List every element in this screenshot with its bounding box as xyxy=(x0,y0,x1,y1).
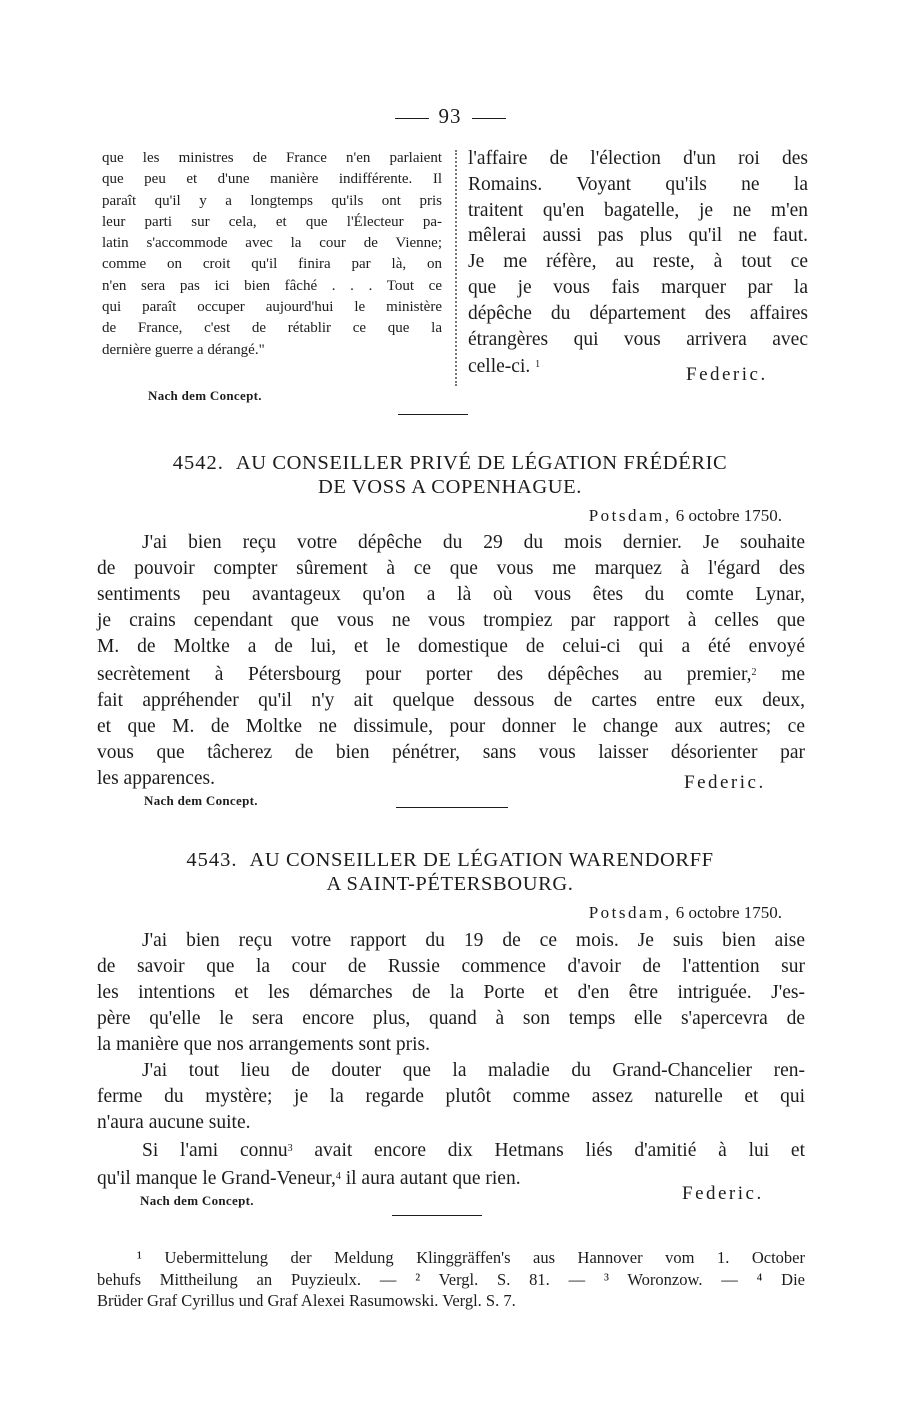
left-line: leur parti sur cela, et que l'Électeur pa- xyxy=(102,213,442,230)
body-line-text: avait encore dix Hetmans liés d'amitié à lui et xyxy=(314,1140,805,1161)
body-line: n'aura aucune suite. xyxy=(97,1112,251,1133)
letter-number: 4543. xyxy=(186,849,238,871)
dateline xyxy=(589,903,782,923)
body-line: la manière que nos arrangements sont pris. xyxy=(97,1034,431,1055)
body-line: J'ai bien reçu votre rapport du 19 de ce mois. Je suis bien aise xyxy=(142,930,805,951)
letter-heading-line2: DE VOSS A COPENHAGUE. xyxy=(318,476,582,498)
right-line: Romains. Voyant qu'ils ne la xyxy=(468,173,808,195)
body-line-text: secrètement à Pétersbourg pour porter des dépêches au premier, xyxy=(97,664,752,685)
left-line: dernière guerre a dérangé." xyxy=(102,341,265,358)
date: 6 octobre 1750. xyxy=(675,506,782,525)
source-note: Nach dem Concept. xyxy=(140,1193,254,1208)
body-line-text: il aura autant que rien. xyxy=(345,1168,521,1189)
page-number xyxy=(0,104,900,128)
left-line: que les ministres de France n'en parlaient xyxy=(102,150,442,166)
footnote-ref: 2 xyxy=(751,667,757,678)
page-number-value: 93 xyxy=(438,104,462,128)
date-place: Potsdam, xyxy=(588,903,672,922)
date-place: Potsdam, xyxy=(588,506,672,525)
left-line: paraît qu'il y a longtemps qu'ils ont pris xyxy=(102,192,442,209)
footnote-ref: 4 xyxy=(335,1171,341,1182)
letter-body xyxy=(97,928,805,1192)
footnotes xyxy=(97,1247,805,1312)
footnote-ref: 3 xyxy=(287,1143,293,1154)
body-line-text: qu'il manque le Grand-Veneur, xyxy=(97,1168,336,1189)
left-line: qui paraît occuper aujourd'hui le ministère xyxy=(102,299,442,316)
section-rule xyxy=(398,414,468,415)
body-line: J'ai bien reçu votre dépêche du 29 du mois dernier. Je souhaite xyxy=(142,532,805,553)
body-line: de pouvoir compter sûrement à ce que vous me marquez à l'égard des xyxy=(97,558,805,579)
footnote-ref: 1 xyxy=(535,359,541,371)
body-line: les intentions et les démarches de la Porte et d'en être intriguée. J'es- xyxy=(97,982,805,1003)
right-line-text: celle-ci. xyxy=(468,356,531,378)
left-line: que peu et d'une manière indifférente. Il xyxy=(102,171,442,188)
body-line: de savoir que la cour de Russie commence d'avoir de l'attention sur xyxy=(97,956,805,977)
letter-body xyxy=(97,530,805,792)
footnote-line: Brüder Graf Cyrillus und Graf Alexei Rasumowski. Vergl. S. 7. xyxy=(97,1291,516,1310)
right-line: l'affaire de l'élection d'un roi des xyxy=(468,148,808,169)
footnote-line: behufs Mittheilung an Puyzieulx. — ² Vergl. S. 81. — ³ Woronzow. — ⁴ Die xyxy=(97,1269,805,1289)
right-line: que je vous fais marquer par la xyxy=(468,276,808,298)
letter-heading-line2: A SAINT-PÉTERSBOURG. xyxy=(326,873,574,895)
body-line: M. de Moltke a de lui, et le domestique de celui-ci qui a été envoyé xyxy=(97,636,805,657)
right-line: mêlerai aussi pas plus qu'il ne faut. xyxy=(468,225,808,247)
left-line: comme on croit qu'il finira par là, on xyxy=(102,256,442,273)
body-line: je crains cependant que vous ne vous trompiez par rapport à celles que xyxy=(97,610,805,631)
source-note: Nach dem Concept. xyxy=(148,388,262,403)
right-line: traitent qu'en bagatelle, je ne m'en xyxy=(468,199,808,221)
body-line: père qu'elle le sera encore plus, quand à son temps elle s'apercevra de xyxy=(97,1008,805,1029)
continuation-left-column xyxy=(102,148,442,361)
letter-heading xyxy=(0,848,900,872)
section-rule xyxy=(396,807,508,808)
signature: Federic. xyxy=(686,364,768,385)
section-rule xyxy=(392,1215,482,1216)
letter-number: 4542. xyxy=(172,452,224,474)
body-line: fait appréhender qu'il n'y ait quelque dessous de cartes entre eux deux, xyxy=(97,690,805,711)
left-line: de France, c'est de rétablir ce que la xyxy=(102,320,442,337)
body-line: et que M. de Moltke ne dissimule, pour donner le change aux autres; ce xyxy=(97,716,805,737)
signature: Federic. xyxy=(682,1183,764,1204)
page-number-dash-right xyxy=(472,118,506,119)
body-line xyxy=(97,660,805,688)
body-line xyxy=(97,1136,805,1164)
continuation-right-column xyxy=(468,146,808,380)
left-line: latin s'accommode avec la cour de Vienne; xyxy=(102,235,442,252)
right-line: Je me réfère, au reste, à tout ce xyxy=(468,251,808,273)
footnote-line: ¹ Uebermittelung der Meldung Klinggräffen's aus Hannover vom 1. October xyxy=(137,1248,805,1267)
left-line: n'en sera pas ici bien fâché . . . Tout ce xyxy=(102,277,442,294)
letter-heading xyxy=(0,451,900,475)
body-line: les apparences. xyxy=(97,768,216,789)
source-note: Nach dem Concept. xyxy=(144,793,258,808)
right-line: dépêche du département des affaires xyxy=(468,302,808,324)
body-line: ferme du mystère; je la regarde plutôt comme assez naturelle et qui xyxy=(97,1086,805,1107)
right-line: étrangères qui vous arrivera avec xyxy=(468,328,808,350)
body-line-tail: me xyxy=(781,664,806,685)
body-line: sentiments peu avantageux qu'on a là où vous êtes du comte Lynar, xyxy=(97,584,805,605)
body-line: vous que tâcherez de bien pénétrer, sans vous laisser désorienter par xyxy=(97,742,805,763)
column-divider xyxy=(455,150,457,386)
signature: Federic. xyxy=(684,772,766,793)
date: 6 octobre 1750. xyxy=(675,903,782,922)
heading-line: AU CONSEILLER PRIVÉ DE LÉGATION FRÉDÉRIC xyxy=(235,452,728,474)
body-line: J'ai tout lieu de douter que la maladie du Grand-Chancelier ren- xyxy=(142,1060,805,1081)
page-number-dash-left xyxy=(395,118,429,119)
body-line-text: Si l'ami connu xyxy=(142,1140,288,1161)
heading-line: AU CONSEILLER DE LÉGATION WARENDORFF xyxy=(249,849,714,871)
dateline xyxy=(589,506,782,526)
